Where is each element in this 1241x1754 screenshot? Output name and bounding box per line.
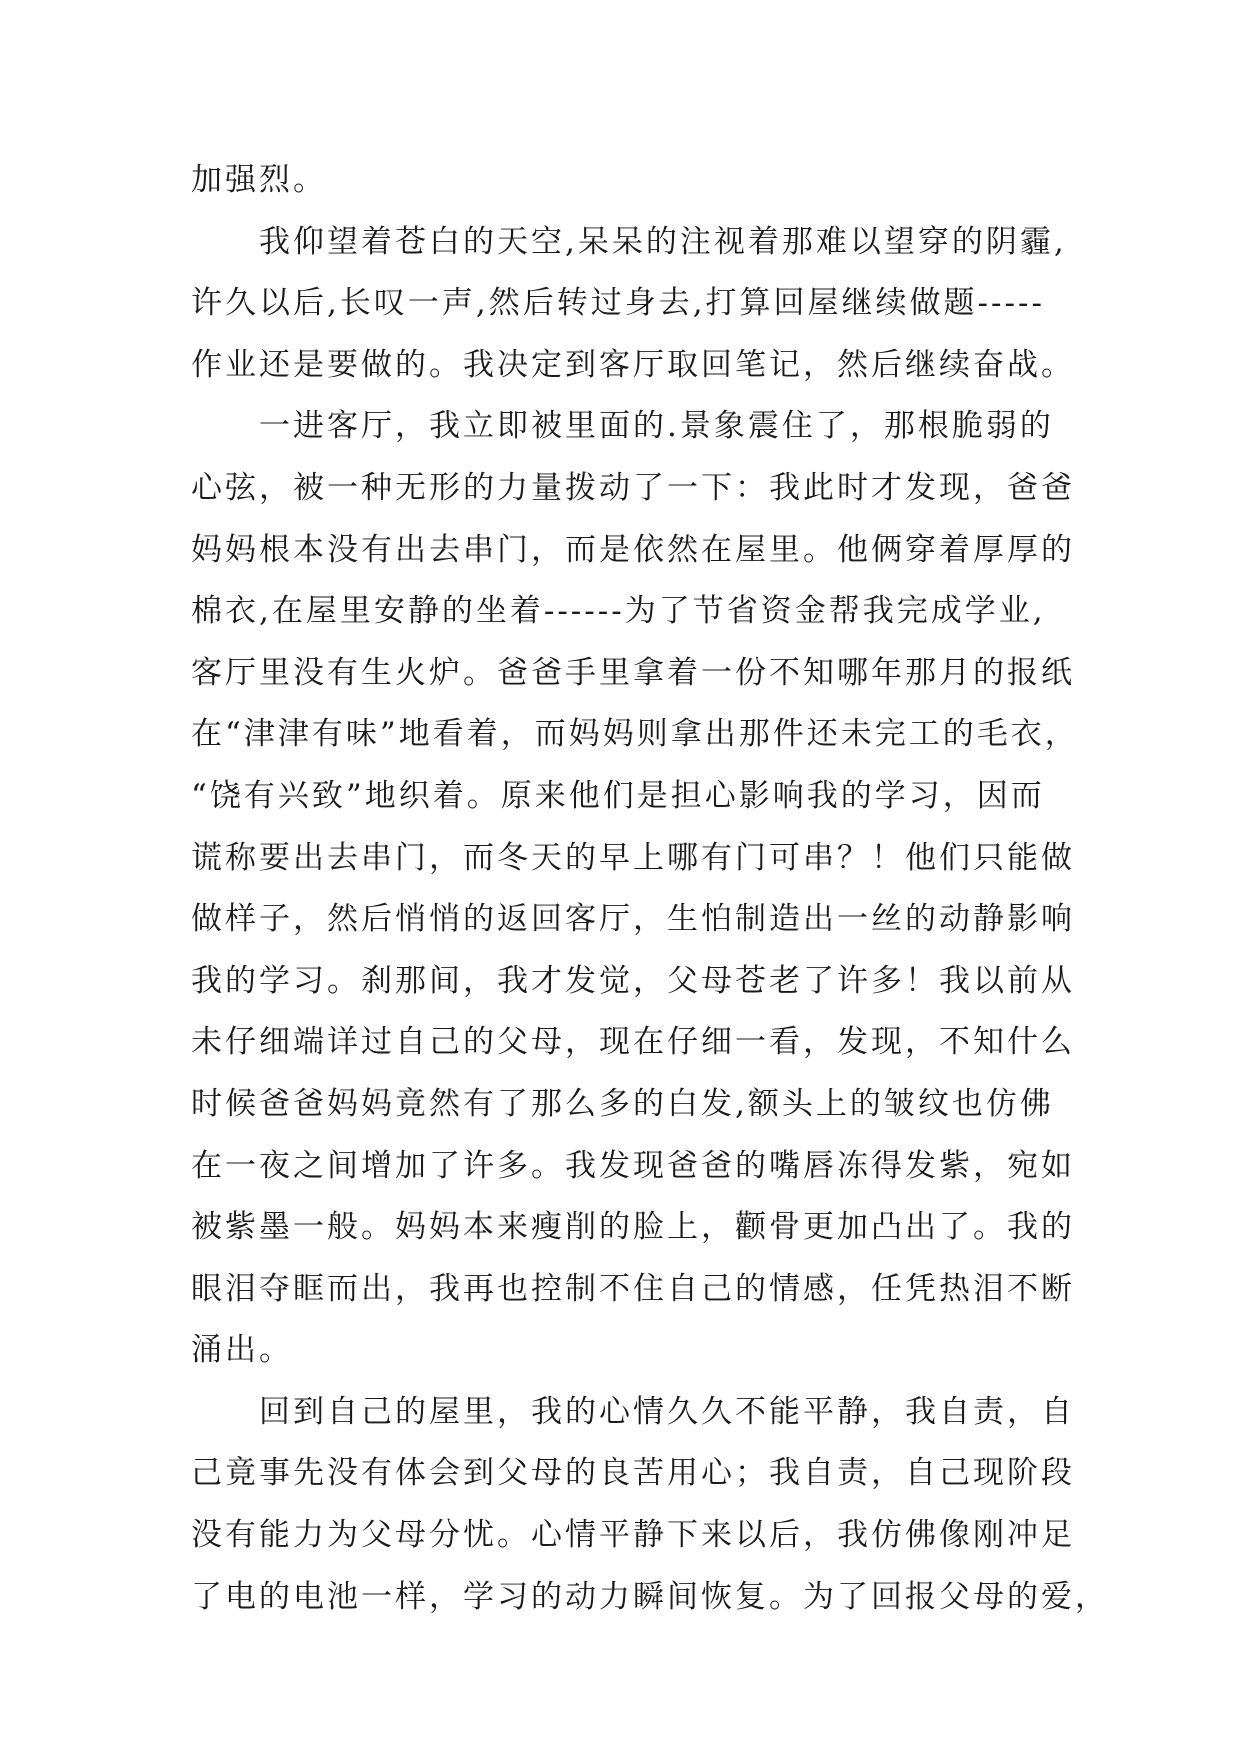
text-line: 作业还是要做的。我决定到客厅取回笔记，然后继续奋战。 [191, 346, 1075, 383]
text-line: 时候爸爸妈妈竟然有了那么多的白发,额头上的皱纹也仿佛 [191, 1085, 1054, 1122]
text-line: 客厅里没有生火炉。爸爸手里拿着一份不知哪年那月的报纸 [191, 654, 1075, 691]
paragraph-start-line: 一进客厅，我立即被里面的.景象震住了，那根脆弱的 [259, 408, 1054, 445]
text-line: 了电的电池一样，学习的动力瞬间恢复。为了回报父母的爱， [191, 1578, 1109, 1615]
text-line: 心弦，被一种无形的力量拨动了一下：我此时才发现，爸爸 [191, 469, 1075, 506]
text-line: 棉衣,在屋里安静的坐着------为了节省资金帮我完成学业, [191, 593, 1046, 630]
text-line: 被紫墨一般。妈妈本来瘦削的脸上，颧骨更加凸出了。我的 [191, 1209, 1075, 1246]
text-line: 眼泪夺眶而出，我再也控制不住自己的情感，任凭热泪不断 [191, 1270, 1075, 1307]
text-line: 没有能力为父母分忧。心情平静下来以后，我仿佛像刚冲足 [191, 1517, 1075, 1554]
text-line: 做样子，然后悄悄的返回客厅，生怕制造出一丝的动静影响 [191, 901, 1075, 938]
text-line: 己竟事先没有体会到父母的良苦用心；我自责，自己现阶段 [191, 1455, 1075, 1492]
text-line: 加强烈。 [191, 162, 327, 198]
paragraph-start-line: 我仰望着苍白的天空,呆呆的注视着那难以望穿的阴霾, [259, 223, 1067, 260]
text-line: “饶有兴致”地织着。原来他们是担心影响我的学习，因而 [191, 777, 1045, 814]
text-line: 谎称要出去串门，而冬天的早上哪有门可串？！他们只能做 [191, 839, 1075, 876]
text-line: 我的学习。刹那间，我才发觉，父母苍老了许多！我以前从 [191, 962, 1075, 999]
text-line: 未仔细端详过自己的父母，现在仔细一看，发现，不知什么 [191, 1024, 1075, 1061]
text-line: 在“津津有味”地看着，而妈妈则拿出那件还未完工的毛衣， [191, 716, 1079, 753]
paragraph-start-line: 回到自己的屋里，我的心情久久不能平静，我自责，自 [259, 1393, 1075, 1430]
text-line: 涌出。 [191, 1332, 293, 1369]
text-line: 妈妈根本没有出去串门，而是依然在屋里。他俩穿着厚厚的 [191, 531, 1075, 568]
body-text [191, 150, 1109, 1628]
text-line: 在一夜之间增加了许多。我发现爸爸的嘴唇冻得发紫，宛如 [191, 1147, 1075, 1184]
text-line: 许久以后,长叹一声,然后转过身去,打算回屋继续做题----- [191, 285, 1045, 322]
